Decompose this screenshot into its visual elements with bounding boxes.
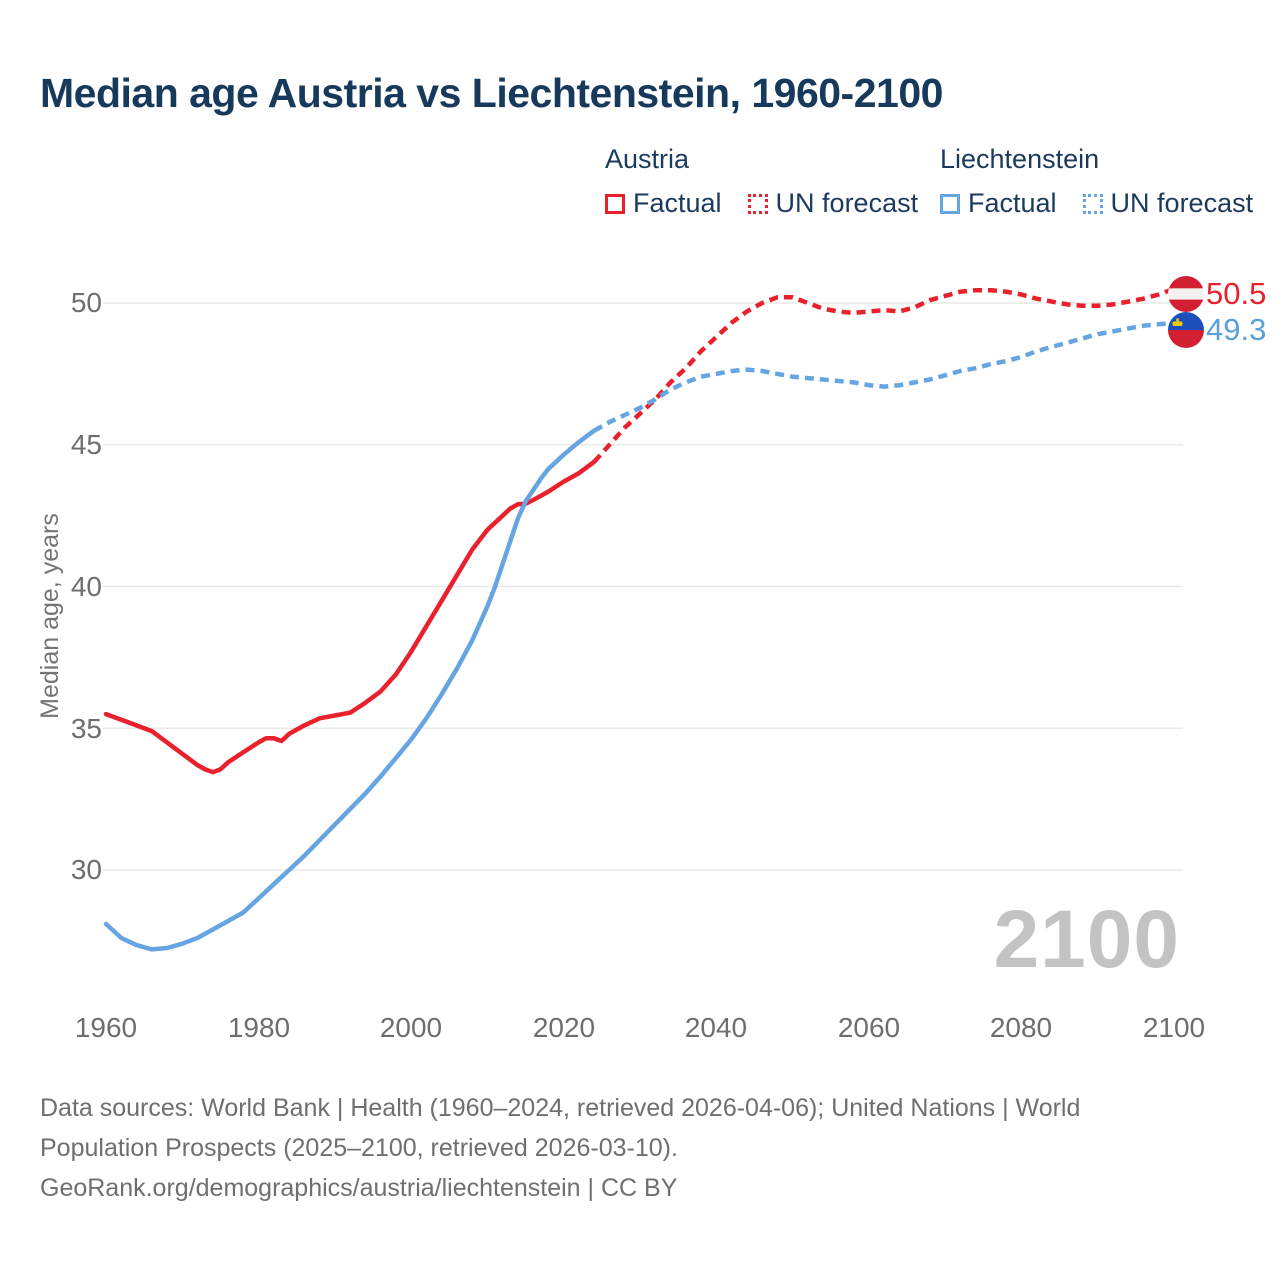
y-axis-title: Median age, years [36,513,64,719]
y-tick-label-45: 45 [70,429,102,460]
x-tick-label-1960: 1960 [74,1012,138,1043]
legend-item-label: Factual [968,188,1057,218]
x-tick-label-1980: 1980 [227,1012,291,1043]
legend-item-label: UN forecast [775,188,919,218]
x-tick-label-2020: 2020 [532,1012,596,1043]
y-tick-label-40: 40 [70,571,102,602]
x-tick-label-2040: 2040 [684,1012,748,1043]
legend-group-title-austria: Austria [605,144,690,174]
series-line-liechtenstein-un-forecast [594,323,1174,431]
x-tick-label-2060: 2060 [837,1012,901,1043]
page-title: Median age Austria vs Liechtenstein, 1960-2100 [40,70,943,116]
x-tick-label-2000: 2000 [379,1012,443,1043]
footer-line-2: Population Prospects (2025–2100, retrieved 2026-03-10). [40,1134,678,1162]
x-tick-label-2100: 2100 [1142,1012,1206,1043]
legend-item-label: Factual [633,188,722,218]
liechtenstein-end-value-label: 49.3 [1206,312,1267,347]
liechtenstein-flag-icon [1168,312,1204,348]
y-tick-label-35: 35 [70,713,102,744]
legend-item-label: UN forecast [1110,188,1254,218]
footer-line-3: GeoRank.org/demographics/austria/liechtenstein | CC BY [40,1174,678,1202]
austria-end-value-label: 50.5 [1206,276,1267,311]
end-year-watermark: 2100 [993,894,1180,985]
series-lines [106,289,1174,950]
series-line-austria-un-forecast [594,289,1174,462]
y-tick-label-30: 30 [70,854,102,885]
footer-line-1: Data sources: World Bank | Health (1960–2024, retrieved 2026-04-06); United Nations | World [40,1094,1081,1122]
series-line-liechtenstein-factual [106,431,594,950]
legend-group-title-liechtenstein: Liechtenstein [940,144,1100,174]
y-tick-label-50: 50 [70,287,102,318]
austria-flag-icon [1168,276,1204,312]
x-tick-label-2080: 2080 [989,1012,1053,1043]
gridlines [103,303,1183,870]
